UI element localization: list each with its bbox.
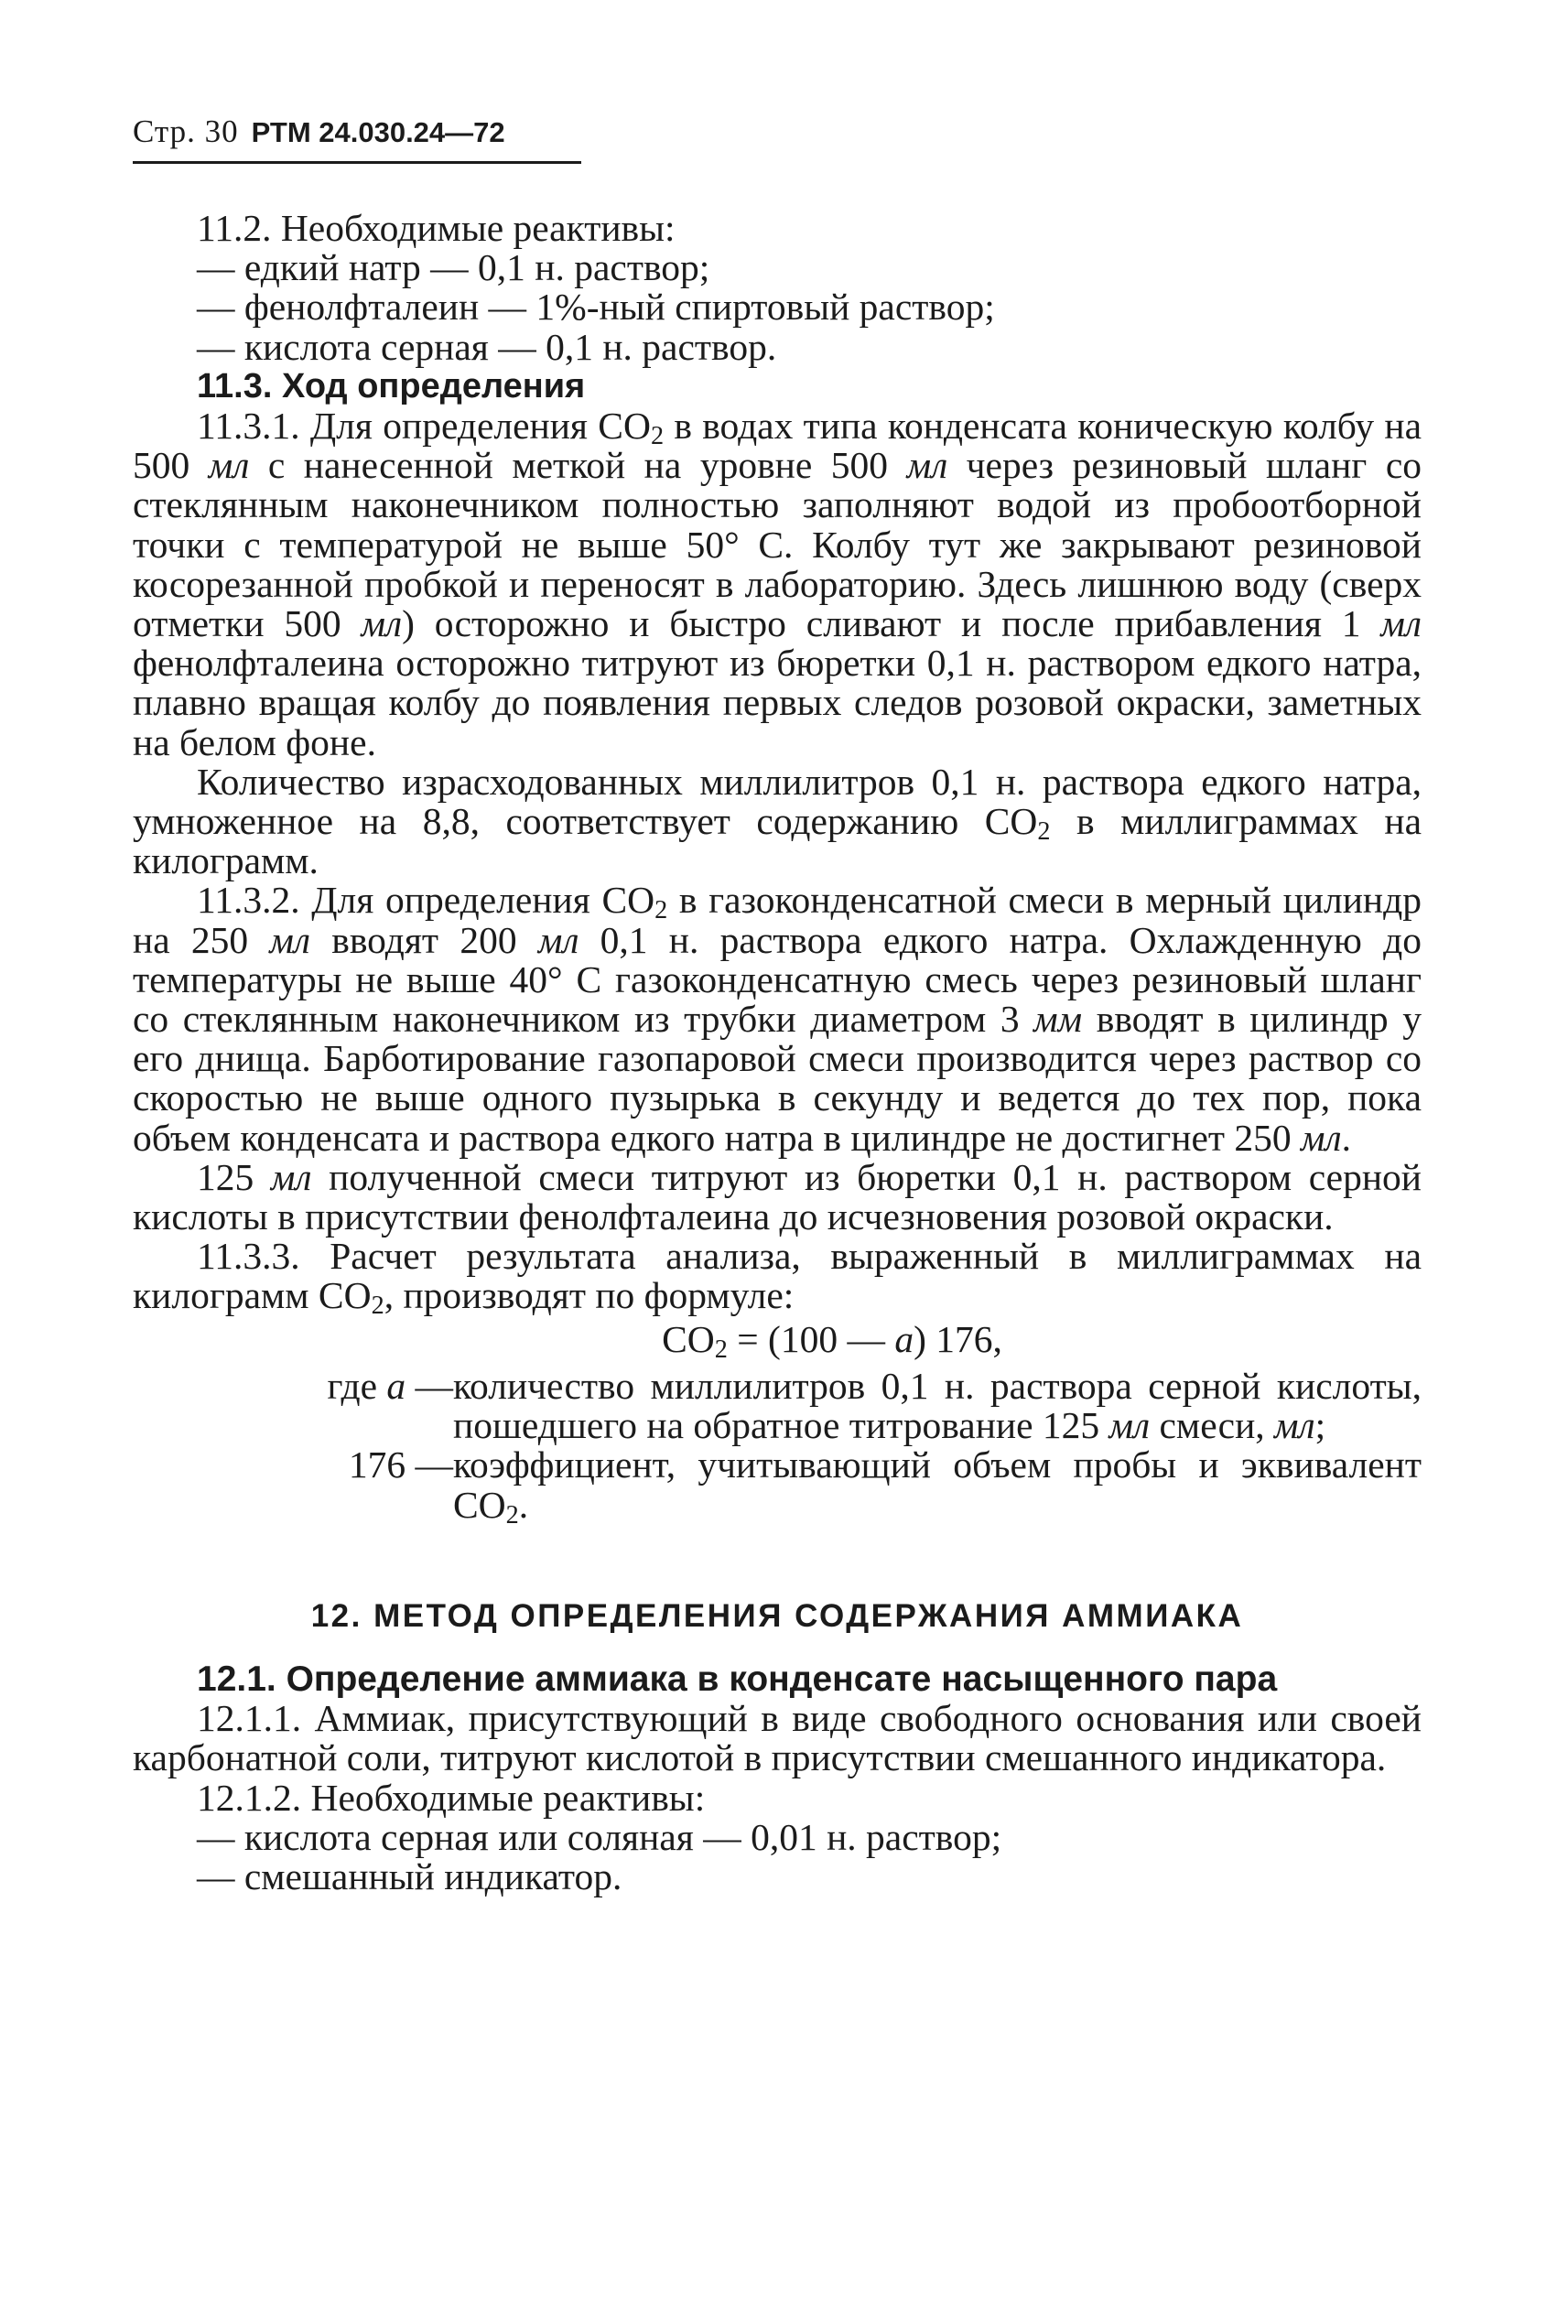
paragraph-11-3-2: 11.3.2. Для определения $CO_2$ в газоконденсатной смеси в мерный цилиндр на 250 мл вводят 200 мл 0,1 н. раствора едкого натра. Охлажденную до температуры не выше 40° С газоконденсатную смесь через резиновый шланг со стеклянным наконечником из трубки диаметром 3 мм вводят в цилиндр у его днища. Барботирование газопаровой смеси производится через раствор со скоростью не выше одного пузырька в секунду и ведется до тех пор, пока объем конденсата и раствора едкого натра в цилиндре не достигнет 250 мл. xyxy=(133,879,1422,1159)
reagents-title-11-2: 11.2. Необходимые реактивы: xyxy=(197,207,676,249)
paragraph-11-3-1: 11.3.1. Для определения $CO_2$ в водах типа конденсата коническую колбу на 500 мл с нанесенной меткой на уровне 500 мл через резиновый шланг со стеклянным наконечником полностью заполняют водой из пробоотборной точки с температурой не выше 50° С. Колбу тут же закрывают резиновой косорезанной пробкой и переносят в лабораторию. Здесь лишнюю воду (сверх отметки 500 мл) осторожно и быстро сливают и после прибавления 1 мл фенолфталеина осторожно титруют из бюретки 0,1 н. раствором едкого натра, плавно вращая колбу до появления первых следов розовой окраски, заметных на белом фоне. xyxy=(133,405,1422,763)
page-header xyxy=(133,106,581,158)
legend-term-a: где a — xyxy=(327,1364,453,1407)
paragraph-11-3-3: 11.3.3. Расчет результата анализа, выраженный в миллиграммах на килограмм $CO_2$, производят по формуле: xyxy=(133,1235,1422,1321)
paragraph-titration: 125 мл полученной смеси титруют из бюретки 0,1 н. раствором серной кислоты в присутствии фенолфталеина до исчезновения розовой окраски. xyxy=(133,1155,1422,1238)
page-number: Стр. 30 xyxy=(133,113,239,149)
legend-definition-176: коэффициент, учитывающий объем пробы и эквивалент $CO_2$. xyxy=(453,1443,1422,1530)
document-code: РТМ 24.030.24—72 xyxy=(251,116,505,148)
sub-heading-12-1: 12.1. Определение аммиака в конденсате насыщенного пара xyxy=(197,1659,1278,1699)
reagents-title-12-1-2: 12.1.2. Необходимые реактивы: xyxy=(197,1776,706,1819)
reagent-item: — едкий натр — 0,1 н. раствор; xyxy=(197,246,710,289)
paragraph-quantity: Количество израсходованных миллилитров 0,1 н. раствора едкого натра, умноженное на 8,8, соответствует содержанию $CO_2$ в миллиграммах на килограмм. xyxy=(133,760,1422,882)
formula-legend xyxy=(133,1364,1422,1530)
header-rule xyxy=(133,161,581,164)
page-body xyxy=(133,209,1422,1897)
reagent-item: — фенолфталеин — 1%-ный спиртовый раствор; xyxy=(197,286,995,329)
reagent-item: — кислота серная или соляная — 0,01 н. раствор; xyxy=(197,1815,1002,1858)
reagent-item: — смешанный индикатор. xyxy=(197,1854,622,1897)
reagent-item: — кислота серная — 0,1 н. раствор. xyxy=(197,325,777,368)
section-heading-11-3: 11.3. Ход определения xyxy=(197,366,586,405)
paragraph-12-1-1: 12.1.1. Аммиак, присутствующий в виде свободного основания или своей карбонатной соли, титруют кислотой в присутствии смешанного индикатора. xyxy=(133,1697,1422,1779)
legend-term-176: 176 — xyxy=(348,1443,453,1486)
section-title-12: 12. МЕТОД ОПРЕДЕЛЕНИЯ СОДЕРЖАНИЯ АММИАКА xyxy=(310,1597,1244,1634)
formula: $CO_2 = (100$ — a) 176, xyxy=(662,1317,1002,1364)
legend-definition-a: количество миллилитров 0,1 н. раствора серной кислоты, пошедшего на обратное титрование 125 мл смеси, мл; xyxy=(453,1364,1422,1447)
